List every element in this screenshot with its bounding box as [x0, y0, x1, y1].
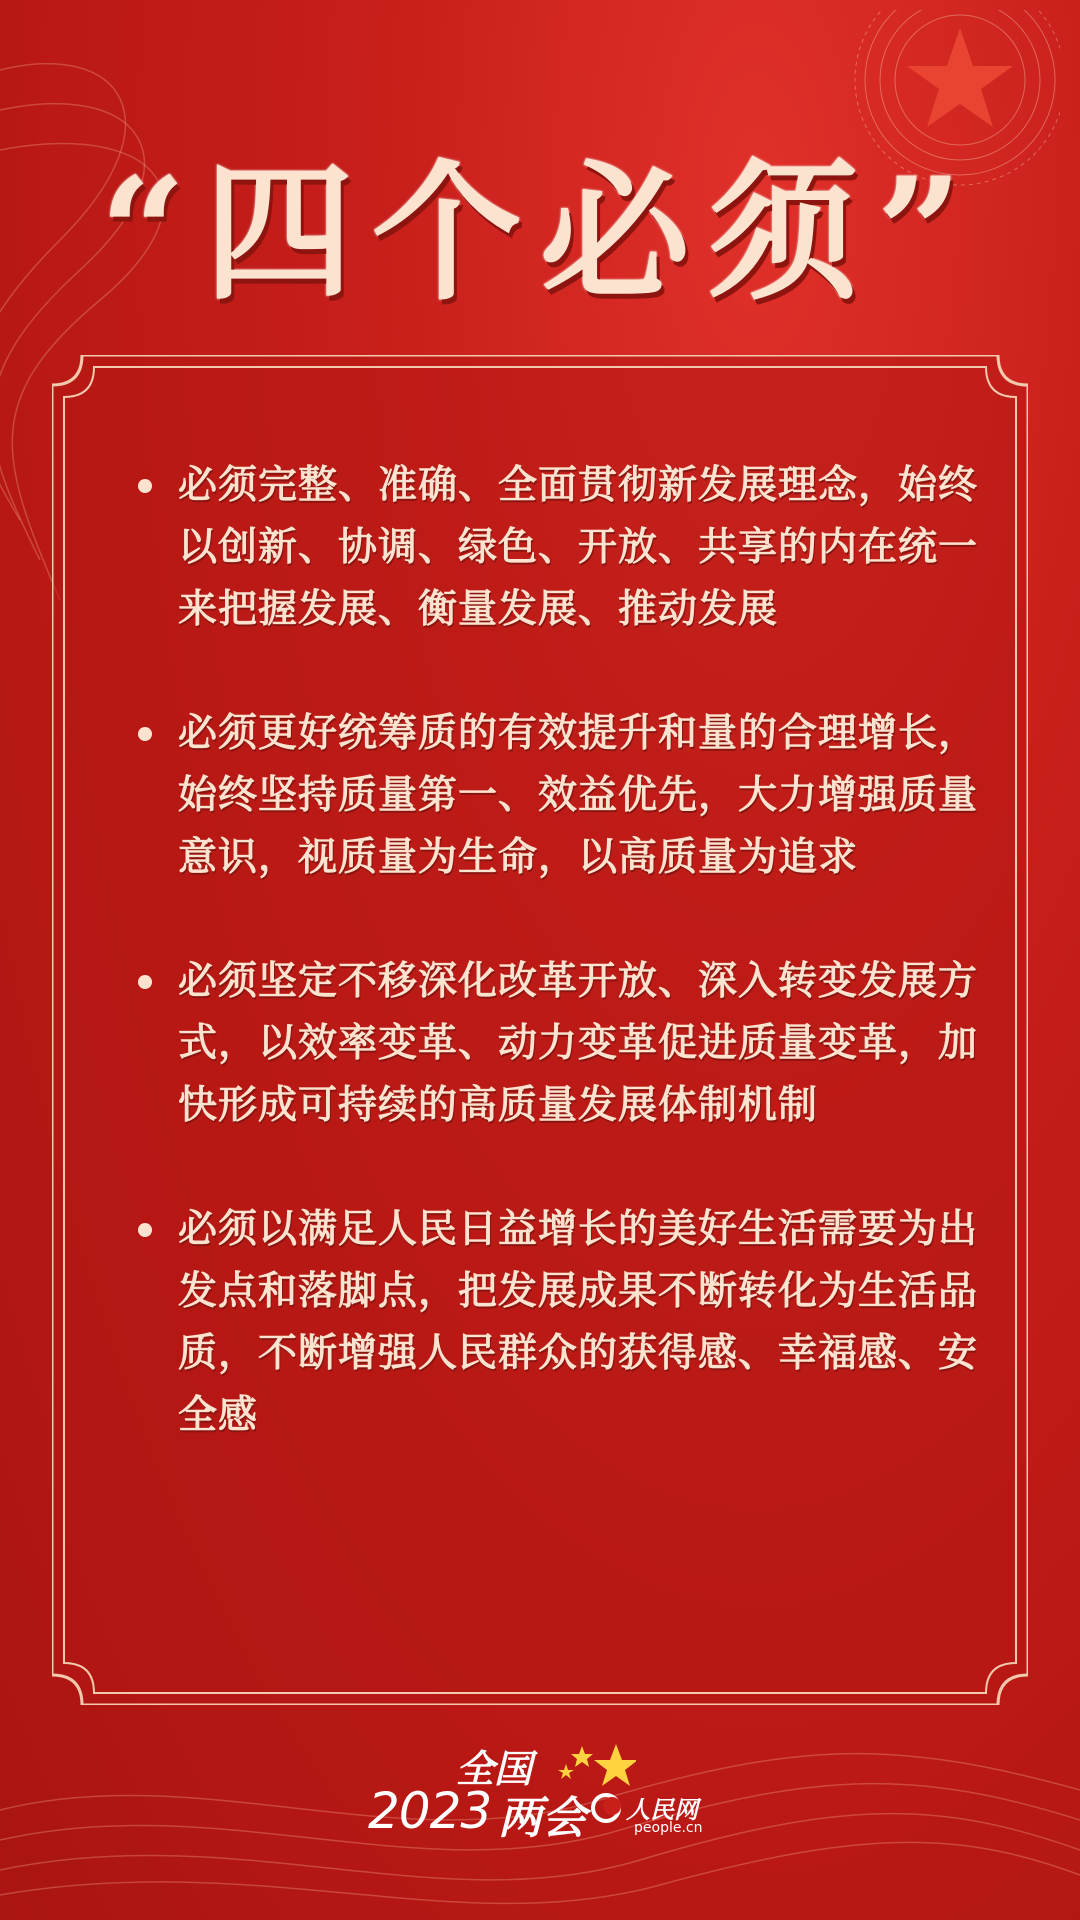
event-top-label: 全国 — [456, 1747, 533, 1791]
list-item — [122, 455, 982, 641]
footer-branding — [368, 1738, 728, 1848]
title-open-quote: “ — [99, 145, 204, 321]
event-year: 2023 — [368, 1782, 492, 1840]
bullet-dot-icon — [138, 975, 152, 989]
list-item-text: 必须坚定不移深化改革开放、深入转变发展方式，以效率变革、动力变革促进质量变革，加快形成可持续的高质量发展体制机制 — [178, 959, 979, 1128]
publisher-url: people.cn — [634, 1820, 703, 1836]
title-text: 四个必须 — [203, 145, 876, 321]
list-item — [122, 703, 982, 889]
list-item-text: 必须更好统筹质的有效提升和量的合理增长，始终坚持质量第一、效益优先，大力增强质量意识，视质量为生命，以高质量为追求 — [178, 711, 979, 880]
bullet-dot-icon — [138, 479, 152, 493]
principles-list — [122, 455, 982, 1509]
bullet-dot-icon — [138, 727, 152, 741]
list-item — [122, 1199, 982, 1447]
event-main-label: 两会 — [498, 1793, 586, 1844]
list-item — [122, 951, 982, 1137]
list-item-text: 必须以满足人民日益增长的美好生活需要为出发点和落脚点，把发展成果不断转化为生活品质，不断增强人民群众的获得感、幸福感、安全感 — [178, 1207, 979, 1438]
publisher-name: 人民网 — [626, 1795, 698, 1824]
list-item-text: 必须完整、准确、全面贯彻新发展理念，始终以创新、协调、绿色、开放、共享的内在统一来把握发展、衡量发展、推动发展 — [178, 463, 979, 632]
title-close-quote: ” — [876, 145, 981, 321]
content-panel — [52, 355, 1028, 1705]
page-title — [0, 120, 1080, 320]
bullet-dot-icon — [138, 1223, 152, 1237]
